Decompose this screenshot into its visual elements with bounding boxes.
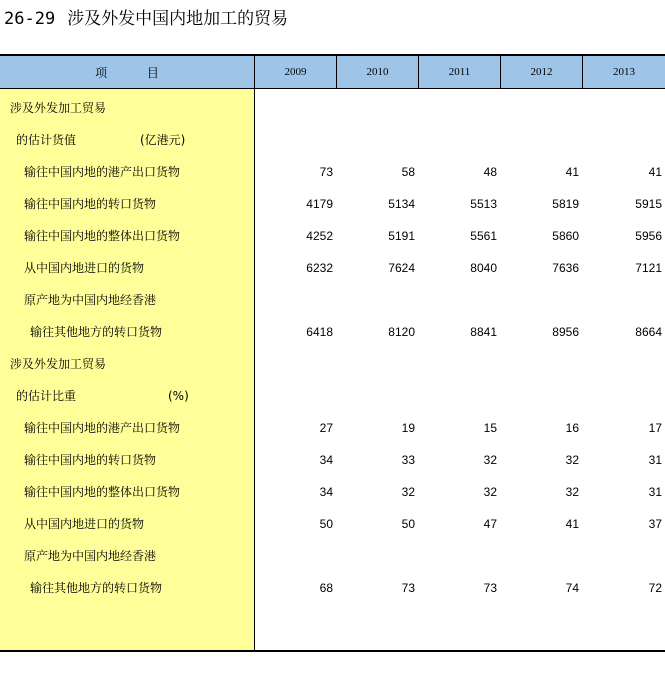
cell-value: 5513 bbox=[470, 197, 497, 211]
cell-value: 27 bbox=[319, 421, 333, 435]
table-row bbox=[0, 476, 665, 508]
cell-value: 32 bbox=[483, 485, 497, 499]
cell-value: 4252 bbox=[306, 229, 333, 243]
table-row bbox=[0, 540, 665, 572]
cell-value: 41 bbox=[648, 165, 662, 179]
cell-value: 8956 bbox=[552, 325, 579, 339]
cell-value: 34 bbox=[319, 453, 333, 467]
row-unit: (%) bbox=[168, 389, 189, 403]
cell-value: 6232 bbox=[306, 261, 333, 275]
row-label: 的估计货值 bbox=[16, 133, 77, 147]
table-row bbox=[0, 284, 665, 316]
cell-value: 41 bbox=[565, 517, 579, 531]
cell-value: 37 bbox=[648, 517, 662, 531]
cell-value: 41 bbox=[565, 165, 579, 179]
bottom-rule bbox=[0, 650, 665, 652]
cell-value: 73 bbox=[483, 581, 497, 595]
table-number: 26-29 bbox=[4, 9, 56, 29]
cell-value: 15 bbox=[483, 421, 497, 435]
header-year-2013: 2013 bbox=[583, 56, 665, 88]
header-year-2012: 2012 bbox=[501, 56, 583, 88]
cell-value: 32 bbox=[401, 485, 415, 499]
row-label: 输往中国内地的转口货物 bbox=[24, 453, 157, 467]
table-row bbox=[0, 572, 665, 604]
header-year-2009: 2009 bbox=[255, 56, 337, 88]
row-label: 从中国内地进口的货物 bbox=[24, 517, 145, 531]
table-row bbox=[0, 444, 665, 476]
cell-value: 7624 bbox=[388, 261, 415, 275]
table-row bbox=[0, 220, 665, 252]
table-row bbox=[0, 412, 665, 444]
cell-value: 5860 bbox=[552, 229, 579, 243]
cell-value: 73 bbox=[319, 165, 333, 179]
row-label: 涉及外发加工贸易 bbox=[10, 101, 107, 115]
cell-value: 8664 bbox=[635, 325, 662, 339]
cell-value: 34 bbox=[319, 485, 333, 499]
cell-value: 8841 bbox=[470, 325, 497, 339]
header-item: 项 目 bbox=[0, 56, 255, 88]
table-row bbox=[0, 252, 665, 284]
cell-value: 6418 bbox=[306, 325, 333, 339]
cell-value: 5915 bbox=[635, 197, 662, 211]
cell-value: 31 bbox=[648, 485, 662, 499]
cell-value: 17 bbox=[648, 421, 662, 435]
cell-value: 74 bbox=[565, 581, 579, 595]
cell-value: 8120 bbox=[388, 325, 415, 339]
cell-value: 47 bbox=[483, 517, 497, 531]
row-label: 输往中国内地的整体出口货物 bbox=[24, 485, 181, 499]
row-label: 的估计比重 bbox=[16, 389, 77, 403]
row-label: 输往中国内地的整体出口货物 bbox=[24, 229, 181, 243]
row-label: 输往中国内地的转口货物 bbox=[24, 197, 157, 211]
table-row bbox=[0, 92, 665, 124]
cell-value: 5191 bbox=[388, 229, 415, 243]
row-label: 涉及外发加工贸易 bbox=[10, 357, 107, 371]
table-title: 涉及外发中国内地加工的贸易 bbox=[67, 9, 289, 29]
row-label: 原产地为中国内地经香港 bbox=[24, 293, 157, 307]
cell-value: 33 bbox=[401, 453, 415, 467]
cell-value: 19 bbox=[401, 421, 415, 435]
cell-value: 32 bbox=[483, 453, 497, 467]
cell-value: 48 bbox=[483, 165, 497, 179]
cell-value: 68 bbox=[319, 581, 333, 595]
table-row bbox=[0, 348, 665, 380]
cell-value: 50 bbox=[401, 517, 415, 531]
table-row bbox=[0, 380, 665, 412]
cell-value: 32 bbox=[565, 453, 579, 467]
cell-value: 5956 bbox=[635, 229, 662, 243]
row-label: 原产地为中国内地经香港 bbox=[24, 549, 157, 563]
cell-value: 5134 bbox=[388, 197, 415, 211]
cell-value: 73 bbox=[401, 581, 415, 595]
cell-value: 7121 bbox=[635, 261, 662, 275]
table-row bbox=[0, 316, 665, 348]
cell-value: 16 bbox=[565, 421, 579, 435]
cell-value: 50 bbox=[319, 517, 333, 531]
cell-value: 5561 bbox=[470, 229, 497, 243]
cell-value: 58 bbox=[401, 165, 415, 179]
row-label: 从中国内地进口的货物 bbox=[24, 261, 145, 275]
cell-value: 31 bbox=[648, 453, 662, 467]
row-label: 输往中国内地的港产出口货物 bbox=[24, 165, 181, 179]
header-year-2010: 2010 bbox=[337, 56, 419, 88]
table-row bbox=[0, 124, 665, 156]
cell-value: 5819 bbox=[552, 197, 579, 211]
row-label: 输往其他地方的转口货物 bbox=[30, 581, 163, 595]
table-row bbox=[0, 508, 665, 540]
table-row bbox=[0, 156, 665, 188]
cell-value: 72 bbox=[648, 581, 662, 595]
cell-value: 32 bbox=[565, 485, 579, 499]
cell-value: 4179 bbox=[306, 197, 333, 211]
row-label: 输往其他地方的转口货物 bbox=[30, 325, 163, 339]
row-unit: (亿港元) bbox=[140, 133, 186, 147]
cell-value: 7636 bbox=[552, 261, 579, 275]
page-title bbox=[4, 4, 288, 29]
cell-value: 8040 bbox=[470, 261, 497, 275]
table-row bbox=[0, 188, 665, 220]
header-year-2011: 2011 bbox=[419, 56, 501, 88]
row-label: 输往中国内地的港产出口货物 bbox=[24, 421, 181, 435]
